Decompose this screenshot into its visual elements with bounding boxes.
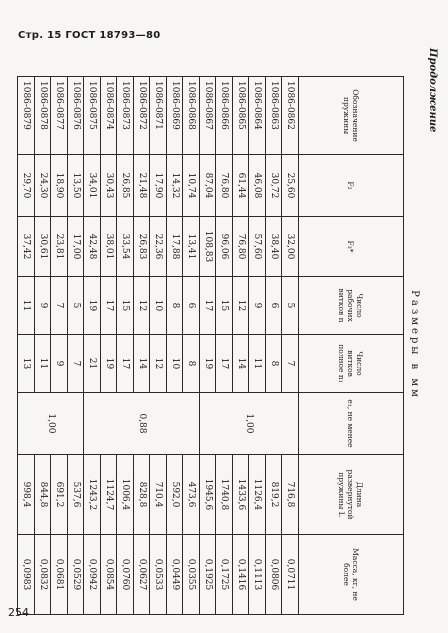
working-turns-cell: 7 [51, 277, 68, 335]
f2-cell: 30,43 [101, 155, 118, 217]
designation-cell: 1086-0874 [101, 77, 118, 155]
f2-cell: 29,70 [18, 155, 35, 217]
designation-cell: 1086-0868 [183, 77, 200, 155]
mass-cell: 0,0942 [84, 535, 101, 615]
length-cell: 819,2 [266, 455, 283, 535]
f2-cell: 18,90 [51, 155, 68, 217]
f3-cell: 57,60 [249, 217, 266, 277]
full-turns-cell: 8 [266, 335, 283, 393]
working-turns-cell: 15 [216, 277, 233, 335]
f3-cell: 32,00 [282, 217, 299, 277]
length-cell: 592,0 [167, 455, 184, 535]
designation-cell: 1086-0873 [117, 77, 134, 155]
designation-cell: 1086-0862 [282, 77, 299, 155]
f3-cell: 38,40 [266, 217, 283, 277]
f2-cell: 25,60 [282, 155, 299, 217]
full-turns-cell: 7 [68, 335, 85, 393]
length-cell: 828,8 [134, 455, 151, 535]
mass-cell: 0,1925 [200, 535, 217, 615]
f2-cell: 46,08 [249, 155, 266, 217]
col-header-designation: Обозначение пружины [299, 77, 404, 155]
designation-cell: 1086-0876 [68, 77, 85, 155]
e1-group-cell: 0,88 [84, 393, 200, 455]
working-turns-cell: 12 [134, 277, 151, 335]
table-row [134, 77, 151, 615]
f3-cell: 96,06 [216, 217, 233, 277]
mass-cell: 0,0760 [117, 535, 134, 615]
length-cell: 710,4 [150, 455, 167, 535]
f3-cell: 33,54 [117, 217, 134, 277]
col-header-mass: Масса, кг, не более [299, 535, 404, 615]
full-turns-cell: 11 [35, 335, 52, 393]
table-header-row [299, 77, 404, 615]
mass-cell: 0,1725 [216, 535, 233, 615]
mass-cell: 0,0983 [18, 535, 35, 615]
f3-cell: 17,88 [167, 217, 184, 277]
length-cell: 473,6 [183, 455, 200, 535]
col-header-f3: F₃* [299, 217, 404, 277]
col-header-f2: F₂ [299, 155, 404, 217]
table-row [117, 77, 134, 615]
continuation-label: Продолжение [427, 48, 438, 133]
full-turns-cell: 17 [117, 335, 134, 393]
mass-cell: 0,1113 [249, 535, 266, 615]
mass-cell: 0,0711 [282, 535, 299, 615]
mass-cell: 0,0355 [183, 535, 200, 615]
f2-cell: 76,80 [216, 155, 233, 217]
working-turns-cell: 17 [200, 277, 217, 335]
mass-cell: 0,0529 [68, 535, 85, 615]
working-turns-cell: 9 [249, 277, 266, 335]
table-row [101, 77, 118, 615]
length-cell: 537,6 [68, 455, 85, 535]
f3-cell: 108,83 [200, 217, 217, 277]
full-turns-cell: 7 [282, 335, 299, 393]
designation-cell: 1086-0867 [200, 77, 217, 155]
full-turns-cell: 11 [249, 335, 266, 393]
designation-cell: 1086-0872 [134, 77, 151, 155]
f3-cell: 30,61 [35, 217, 52, 277]
full-turns-cell: 19 [200, 335, 217, 393]
designation-cell: 1086-0875 [84, 77, 101, 155]
table-row [68, 77, 85, 615]
col-header-length: Длина развернутой пружины L [299, 455, 404, 535]
page-header: Стр. 15 ГОСТ 18793—80 [18, 30, 161, 41]
f2-cell: 30,72 [266, 155, 283, 217]
f2-cell: 87,04 [200, 155, 217, 217]
table-row [200, 77, 217, 615]
col-header-e1: e₁, не менее [299, 393, 404, 455]
f3-cell: 23,81 [51, 217, 68, 277]
length-cell: 1433,6 [233, 455, 250, 535]
designation-cell: 1086-0879 [18, 77, 35, 155]
table-title: Размеры в мм [409, 290, 420, 400]
full-turns-cell: 10 [167, 335, 184, 393]
full-turns-cell: 14 [134, 335, 151, 393]
working-turns-cell: 8 [167, 277, 184, 335]
mass-cell: 0,0449 [167, 535, 184, 615]
mass-cell: 0,0806 [266, 535, 283, 615]
table-row [167, 77, 184, 615]
table-row [18, 77, 35, 615]
working-turns-cell: 5 [68, 277, 85, 335]
mass-cell: 0,0832 [35, 535, 52, 615]
mass-cell: 0,0854 [101, 535, 118, 615]
table-row [266, 77, 283, 615]
designation-cell: 1086-0866 [216, 77, 233, 155]
designation-cell: 1086-0877 [51, 77, 68, 155]
working-turns-cell: 9 [35, 277, 52, 335]
working-turns-cell: 15 [117, 277, 134, 335]
length-cell: 844,8 [35, 455, 52, 535]
f2-cell: 24,30 [35, 155, 52, 217]
full-turns-cell: 13 [18, 335, 35, 393]
length-cell: 1124,7 [101, 455, 118, 535]
designation-cell: 1086-0864 [249, 77, 266, 155]
working-turns-cell: 19 [84, 277, 101, 335]
working-turns-cell: 6 [183, 277, 200, 335]
full-turns-cell: 19 [101, 335, 118, 393]
length-cell: 1740,8 [216, 455, 233, 535]
full-turns-cell: 17 [216, 335, 233, 393]
f3-cell: 13,41 [183, 217, 200, 277]
table-row [216, 77, 233, 615]
e1-group-cell: 1,00 [18, 393, 84, 455]
table-row [183, 77, 200, 615]
f3-cell: 26,83 [134, 217, 151, 277]
table-row [249, 77, 266, 615]
length-cell: 716,8 [282, 455, 299, 535]
f3-cell: 42,48 [84, 217, 101, 277]
working-turns-cell: 12 [233, 277, 250, 335]
length-cell: 1945,6 [200, 455, 217, 535]
mass-cell: 0,0627 [134, 535, 151, 615]
f2-cell: 26,85 [117, 155, 134, 217]
f2-cell: 21,48 [134, 155, 151, 217]
full-turns-cell: 21 [84, 335, 101, 393]
length-cell: 1126,4 [249, 455, 266, 535]
f3-cell: 38,01 [101, 217, 118, 277]
length-cell: 1243,2 [84, 455, 101, 535]
full-turns-cell: 12 [150, 335, 167, 393]
mass-cell: 0,1416 [233, 535, 250, 615]
f3-cell: 37,42 [18, 217, 35, 277]
f2-cell: 10,74 [183, 155, 200, 217]
table-row [233, 77, 250, 615]
full-turns-cell: 14 [233, 335, 250, 393]
working-turns-cell: 5 [282, 277, 299, 335]
working-turns-cell: 11 [18, 277, 35, 335]
f2-cell: 34,01 [84, 155, 101, 217]
mass-cell: 0,0533 [150, 535, 167, 615]
f3-cell: 76,80 [233, 217, 250, 277]
working-turns-cell: 6 [266, 277, 283, 335]
designation-cell: 1086-0869 [167, 77, 184, 155]
spring-spec-table [18, 76, 405, 615]
designation-cell: 1086-0871 [150, 77, 167, 155]
table-row [51, 77, 68, 615]
length-cell: 1006,4 [117, 455, 134, 535]
f2-cell: 14,32 [167, 155, 184, 217]
col-header-full-turns: Число витков полное n₁ [299, 335, 404, 393]
length-cell: 691,2 [51, 455, 68, 535]
col-header-working-turns: Число рабочих витков n [299, 277, 404, 335]
length-cell: 998,4 [18, 455, 35, 535]
table-row [150, 77, 167, 615]
designation-cell: 1086-0865 [233, 77, 250, 155]
f2-cell: 17,90 [150, 155, 167, 217]
mass-cell: 0,0681 [51, 535, 68, 615]
f3-cell: 22,36 [150, 217, 167, 277]
table-row [35, 77, 52, 615]
rotated-table-block [21, 76, 424, 614]
working-turns-cell: 10 [150, 277, 167, 335]
e1-group-cell: 1,00 [200, 393, 299, 455]
table-row [84, 77, 101, 615]
designation-cell: 1086-0863 [266, 77, 283, 155]
f2-cell: 13,50 [68, 155, 85, 217]
full-turns-cell: 8 [183, 335, 200, 393]
working-turns-cell: 17 [101, 277, 118, 335]
f2-cell: 61,44 [233, 155, 250, 217]
table-row [282, 77, 299, 615]
page-number: 254 [8, 606, 29, 619]
full-turns-cell: 9 [51, 335, 68, 393]
designation-cell: 1086-0878 [35, 77, 52, 155]
f3-cell: 17,00 [68, 217, 85, 277]
